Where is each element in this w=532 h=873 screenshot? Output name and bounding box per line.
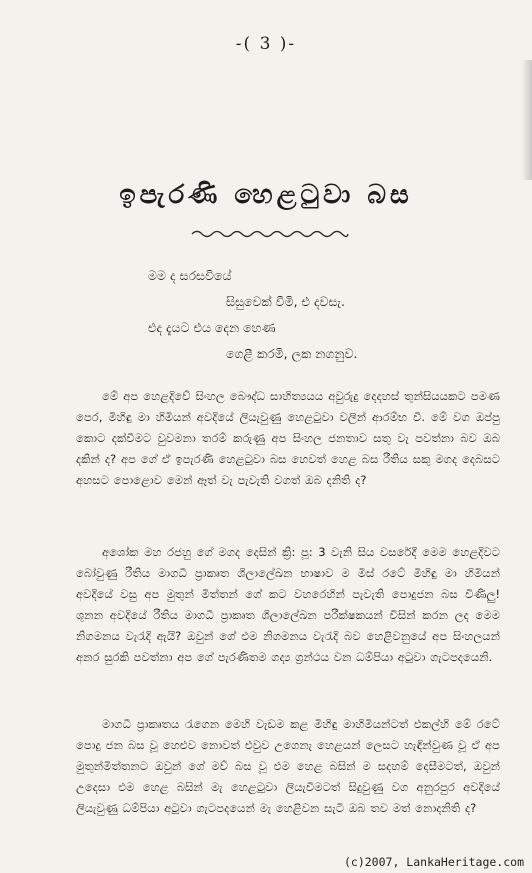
verse-line-2: සිසුවෙක් වීමි, එ දවසැ. [226, 294, 345, 309]
paragraph-1: මේ අප හෙළදිවේ සිංහල බෞද්ධ සාහිත්‍යයය අවුරුදු දෙදහස් තුන්සියයකට පමණ පෙර, මිහිඳු මා හිමියන් අවදියේ ලියැවුණු හෙළටුවා වලින් ආරම්භ වී. මේ වග ඔප්පු කොට දක්වීමට වුවමනා තරම් කරුණු අප සිංහල ජනතාව සතු වැ පවත්නා බව ඔබ දකින් ද? අප ගේ ඒ ඉපැරණි හෙළටුවා බස හෙවත් හෙළ බස රීතිය සකු මගද දෙබසට අහසට පොළොව මෙන් ඈත් වැ පැවැති වගත් ඔබ දනිති ද? [76, 389, 500, 487]
paragraph-2: අශෝක මහ රජහු ගේ මගද දෙසින් ක්‍රි: පූ: 3 වැනි සිය වසරේදී මෙම හෙළදිවට බෝවුණු රීතිය මාගධී ප්‍රාකෘත ශිලාලේඛන භාෂාව ම මිස් රටේ මිහිඳු මා හිමියන් අවදියේ වසු අප මුතුන් මිත්තන් ගේ කට වහරෙහින් පැවැති පොදුජන බස විණිලු! ශුනන අවදියේ රීතිය මාගධී ප්‍රාකෘත ශිලාලේඛන පරීක්ෂකයන් විසින් කරන ලද මෙම නිගමනය වැරැදි ඇයි? ඔවුන් ගේ එම නිගමනය වැරැදි බව හෙළිවනුයේ අප සිංහලයන් අනර සුරකි පවත්නා අප ගේ පැරණිතම ගද්‍ය ග්‍රන්ථය වන ධම්පියා අටුවා ගැටපදයෙනි. [76, 545, 500, 664]
title-underline-flourish [190, 228, 350, 240]
page-number: -( 3 )- [235, 34, 297, 54]
page-title: ඉපැරණි හෙළටුවා බස [119, 180, 413, 210]
paragraph-3: මාගධී ප්‍රාකෘතය රැගෙන මෙහි වැඩම කළ මිහිඳු මාහිමියන්ටත් එකල්හි මේ රටේ පොදු ජන බස වූ හෙළුව නොවත් එවුව උගෙනැ හෙළයන් ලෙසට හැඳින්වුණ වූ ඒ අප මුතුන්මිත්තනට ඔවුන් ගේ මව් බස වූ එම හෙළ බසින් ම සදහම් දෙසීමටත්, ඔවුන් උදෙසා එම හෙළ බසින් මැ හෙළටුවා ලියැවීමටත් සිදුවුණු වග අනුරපුර අවදියේ ලියැවුණු ධම්පියා අටුවා ගැටපදයෙන් මැ හෙළිවන සැටි ඔබ තව මත් නොදනිති ද? [76, 717, 500, 815]
verse-line-3: එද දැයට එය දෙන හෙණ [148, 320, 276, 335]
scan-edge-shadow [522, 60, 532, 180]
copyright-watermark: (c)2007, LankaHeritage.com [343, 855, 524, 869]
verse-line-4: ගෙළී කරමි, ලක නගනුව. [226, 346, 358, 361]
verse-line-1: මම ද සරසවියේ [148, 268, 232, 283]
